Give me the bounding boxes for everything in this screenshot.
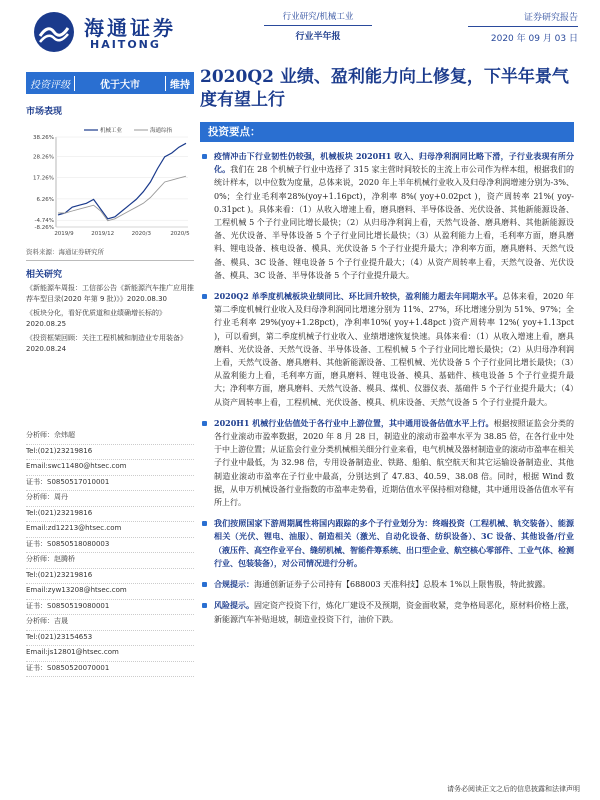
legend-label-index: 海通综指	[150, 128, 173, 134]
y-tick-label: -8.26%	[34, 225, 54, 231]
report-date: 2020 年 09 月 03 日	[490, 34, 578, 44]
analyst-name: 分析师：赵腾桥	[26, 553, 194, 569]
y-tick-label: -4.74%	[34, 218, 54, 225]
legend-label-industry: 机械工业	[100, 128, 123, 134]
y-tick-label: 28.26%	[33, 154, 54, 161]
x-tick-label: 2019/12	[91, 231, 115, 237]
logo-chinese: 海通证券	[84, 16, 176, 40]
compliance-note	[200, 578, 574, 591]
disclaimer-footer: 请务必阅读正文之后的信息披露和法律声明	[447, 785, 580, 793]
market-chart	[26, 123, 194, 243]
key-point-4-lead: 我们按照国家下游周期属性将国内跟踪的多个子行业划分为：终端投资（工程机械、轨交装备）、能源相关（光伏、锂电、油服）、制造相关（激光、自动化设备、纺织设备）、3C 设备、其他设备/行业（液压件、高空作业平台、缝纫机械、智能件筹系统、出口型企业、航空核心零部件、工业气体、检测行业、包装装备），对公司情况进行分析。	[214, 518, 574, 568]
related-research-title: 相关研究	[26, 270, 63, 280]
risk-note	[200, 599, 574, 625]
y-tick-label: 6.26%	[36, 196, 54, 203]
key-point-2	[200, 290, 574, 409]
analyst-email[interactable]: Email:zyw13208@htsec.com	[26, 584, 194, 600]
key-point-1-body: 我们在 28 个机械子行业中选择了 315 家主营时间较长的主流上市公司作为样本组，根据我们的统计样本，以中位数为度量，总体来说，2020 年上半年机械行业收入及归母净利润增速分别为-3%、0%；全行业毛利率28%(yoy+1.16pct)，净利率 8%( yoy+0.02pct )，资产周转率 21%( yoy-0.31pct )。具体来看：（1）从收入增速上看，磨具磨料、半导体设备、光伏设备、其他新能源设备、工程机械 5 个子行业同比增长最快；（2）从归母净利润上看，天然气设备、磨具磨料、其他新能源设备、光伏设备、半导体设备 5 个子行业同比增长最快；（3）从盈利能力上看，毛利率方面，磨具磨料、锂电设备、核电设备、模具、光伏设备 5 个子行业提升最大；净利率方面，磨具磨料、天然气设备、模具、3C 设备、锂电设备 5 个子行业提升最大；（4）从资产周转率上看，天然气设备、光伏设备、模具、3C 设备、半导体设备 5 个子行业提升最大。	[214, 165, 575, 280]
related-item[interactable]: 《板块分化，看好优质道和业绩确增长标的》2020.08.25	[26, 309, 166, 328]
y-tick-label: 17.26%	[33, 175, 54, 182]
x-tick-label: 2020/3	[131, 231, 152, 237]
logo-english: HAITONG	[90, 38, 161, 51]
risk-body: 固定资产投资下行，炼化厂建设不及预期，资金面收紧，竞争格局恶化，原材料价格上涨，新能源汽车补贴退坡，制造业投资下行，油价下跌。	[214, 601, 574, 624]
report-kind: 行业半年报	[295, 32, 341, 42]
haitong-logo-icon	[32, 10, 76, 54]
sidebar	[26, 72, 194, 677]
report-type: 证券研究报告	[468, 10, 578, 27]
compliance-lead: 合规提示：	[214, 579, 254, 590]
rating-label: 投资评级	[30, 79, 70, 91]
key-point-2-lead: 2020Q2 单季度机械板块业绩同比、环比回升较快，盈利能力超去年同期水平。	[214, 291, 503, 302]
rating-bar	[26, 72, 194, 94]
analyst-email[interactable]: Email:js12801@htsec.com	[26, 646, 194, 662]
analyst-tel: Tel:(021)23219816	[26, 507, 194, 523]
y-tick-label: 38.26%	[33, 135, 54, 141]
analyst-cert: 证书：S0850520070001	[26, 662, 194, 678]
compliance-body: 海通创新证券子公司持有【688003 天准科技】总股本 1%以上限售股，特此披露。	[254, 580, 551, 590]
key-point-2-body: 总体来看，2020 年第二季度机械行业收入及归母净利润同比增速分别为 11%、27%，环比增速分别为 51%、97%；全行业毛利率 29%(yoy+1.28pct)，净利率10%( yoy+1.48pct )资产周转率 12%( yoy+1.13pct )，可以看到，第二季度机械子行业收入、业绩增速恢复快速。具体来看：（1）从收入增速上看，磨具磨料、光伏设备、天然气设备、半导体设备、工程机械 5 个子行业同比增长最快；（2）从归母净利润上看，天然气设备、磨具磨料、其他新能源设备、工程机械、光伏设备 5 个子行业同比增长最快；（3）从盈利能力上看，毛利率方面，磨具磨料、锂电设备、模具、基础件、核电设备 5 个子行业提升最大；净利率方面，磨具磨料、天然气设备、模具、煤机、仪器仪表、基础件 5 个子行业提升最大；（4）从资产周转率上看，工程机械、光伏设备、模具、机床设备、天然气设备 5 个子行业提升最大。	[214, 292, 574, 407]
key-point-1-lead: 疫情冲击下行业韧性仍较强，机械板块 2020H1 收入、归母净利润同比略下滑，子行业表现有所分化。	[214, 151, 574, 175]
report-header	[0, 0, 600, 70]
x-tick-label: 2019/9	[54, 231, 74, 237]
report-category: 行业研究/机械工业	[264, 10, 372, 26]
risk-lead: 风险提示。	[214, 600, 254, 611]
related-item[interactable]: 《投资框架回顾：关注工程机械和制造业专用装备》2020.08.24	[26, 334, 187, 353]
analyst-cert: 证书：S0850517010001	[26, 476, 194, 492]
related-item[interactable]: 《新能源车周报：工信部公告《新能源汽车推广应用推荐车型目录(2020 年第 9 批)》》2020.08.30	[26, 284, 194, 303]
rating-value: 优于大市	[74, 76, 166, 91]
analyst-name: 分析师：吉晟	[26, 615, 194, 631]
analyst-name: 分析师：周丹	[26, 491, 194, 507]
key-point-4	[200, 517, 574, 570]
analyst-list	[26, 429, 194, 677]
analyst-tel: Tel:(021)23219816	[26, 445, 194, 461]
analyst-name: 分析师：佘炜超	[26, 429, 194, 445]
main-content	[200, 66, 582, 626]
key-point-3	[200, 417, 574, 509]
market-chart-svg	[26, 123, 194, 243]
report-meta	[468, 10, 578, 44]
analyst-tel: Tel:(021)23219816	[26, 569, 194, 585]
key-point-3-lead: 2020H1 机械行业估值处于各行业中上游位置，其中通用设备估值水平上行。	[214, 417, 494, 428]
market-performance-title: 市场表现	[26, 107, 63, 117]
analyst-cert: 证书：S0850519080001	[26, 600, 194, 616]
series-line-index	[58, 176, 186, 221]
x-tick-label: 2020/5	[170, 231, 190, 237]
chart-source: 资料来源：海通证券研究所	[26, 247, 194, 261]
analyst-cert: 证书：S0850518080003	[26, 538, 194, 554]
analyst-email[interactable]: Email:zd12213@htsec.com	[26, 522, 194, 538]
key-point-3-body: 根据按照证监会分类的各行业滚动市盈率数据，2020 年 8 月 28 日，制造业的滚动市盈率水平为 38.85 倍，在各行业中处于中上游位置；从证监会行业分类机械相关细分行业来看，电气机械及器材制造业的滚动市盈率在相关子行业中最低，为 32.98 倍，专用设备制造业、铁路、船舶、航空航天和其它运输设备制造业、其他制造业滚动市盈率在子行业中最高，分别达到了 47.83、40.59、38.08 倍。同时，根据 Wind 数据，从申万机械设备行业指数的市盈率走势看，近期估值水平保持相对稳健，其中通用设备估值水平有所上行。	[214, 418, 574, 508]
report-title: 2020Q2 业绩、盈利能力向上修复，下半年景气度有望上行	[200, 67, 569, 110]
report-category-block	[264, 10, 372, 42]
key-points-bar: 投资要点：	[200, 122, 574, 142]
rating-change: 维持	[170, 79, 190, 91]
company-logo	[32, 8, 232, 58]
key-point-1	[200, 150, 574, 282]
analyst-tel: Tel:(021)23154653	[26, 631, 194, 647]
analyst-email[interactable]: Email:swc11480@htsec.com	[26, 460, 194, 476]
